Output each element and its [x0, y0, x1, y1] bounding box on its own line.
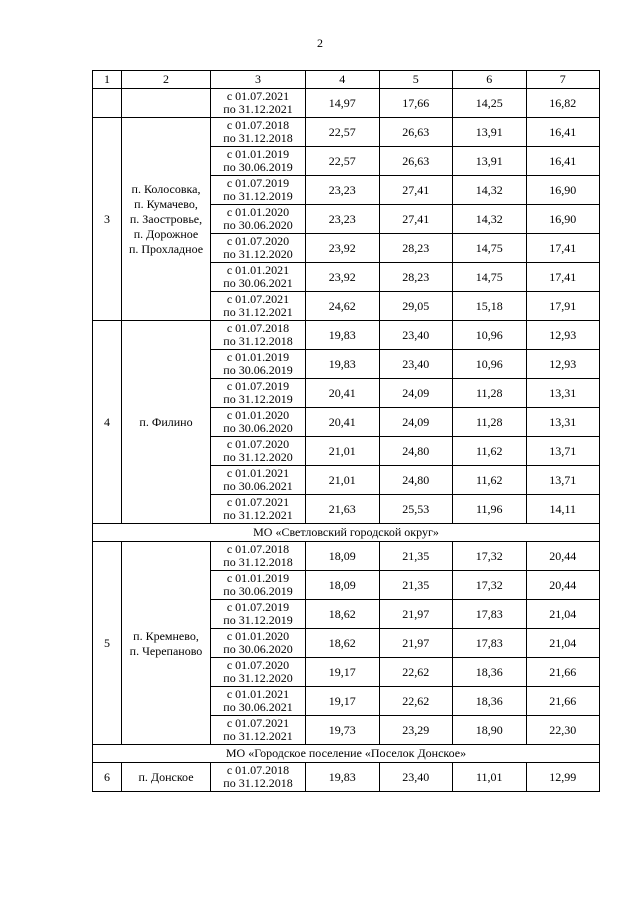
period-end: по 31.12.2020 [223, 450, 293, 464]
value-cell-col-6: 18,36 [453, 687, 527, 716]
row-number-cell: 6 [93, 763, 122, 792]
tariff-table-body [93, 71, 600, 792]
value-cell-col-4: 18,09 [306, 542, 380, 571]
value-cell-col-5: 24,09 [379, 408, 453, 437]
period-start: с 01.07.2018 [226, 542, 290, 556]
period-end: по 31.12.2021 [223, 102, 293, 116]
period-cell [211, 147, 306, 176]
value-cell-col-4: 22,57 [306, 118, 380, 147]
period-cell [211, 350, 306, 379]
period-start: с 01.01.2021 [226, 263, 290, 277]
value-cell-col-4: 14,97 [306, 89, 380, 118]
period-start: с 01.07.2021 [226, 89, 290, 103]
period-start: с 01.07.2018 [226, 321, 290, 335]
value-cell-col-5: 23,29 [379, 716, 453, 745]
value-cell-col-7: 20,44 [526, 542, 600, 571]
period-start: с 01.07.2020 [226, 437, 290, 451]
period-end: по 31.12.2019 [223, 392, 293, 406]
settlement-lines [122, 769, 210, 785]
table-row [93, 763, 600, 792]
value-cell-col-5: 21,97 [379, 629, 453, 658]
period-cell [211, 263, 306, 292]
column-header-1: 1 [93, 71, 122, 89]
settlement-lines [122, 181, 210, 257]
value-cell-col-7: 14,11 [526, 495, 600, 524]
period-end: по 31.12.2018 [223, 555, 293, 569]
value-cell-col-6: 14,32 [453, 205, 527, 234]
value-cell-col-4: 18,09 [306, 571, 380, 600]
period-cell [211, 466, 306, 495]
column-header-7: 7 [526, 71, 600, 89]
value-cell-col-7: 16,90 [526, 205, 600, 234]
value-cell-col-6: 18,90 [453, 716, 527, 745]
value-cell-col-7: 17,41 [526, 263, 600, 292]
period-end: по 31.12.2021 [223, 305, 293, 319]
period-cell [211, 321, 306, 350]
period-end: по 30.06.2021 [223, 276, 293, 290]
column-header-2: 2 [122, 71, 211, 89]
row-number-cell: 5 [93, 542, 122, 745]
period-start: с 01.01.2019 [226, 571, 290, 585]
value-cell-col-5: 24,80 [379, 466, 453, 495]
period-cell [211, 571, 306, 600]
row-number-cell: 4 [93, 321, 122, 524]
period-start: с 01.01.2021 [226, 466, 290, 480]
settlement-cell [122, 89, 211, 118]
period-cell [211, 600, 306, 629]
value-cell-col-5: 27,41 [379, 176, 453, 205]
value-cell-col-4: 19,83 [306, 350, 380, 379]
settlement-name: п. Заостровье, [129, 212, 203, 226]
value-cell-col-4: 19,83 [306, 763, 380, 792]
tariff-table [92, 70, 600, 792]
value-cell-col-5: 21,97 [379, 600, 453, 629]
period-end: по 30.06.2019 [223, 363, 293, 377]
value-cell-col-6: 10,96 [453, 350, 527, 379]
period-end: по 30.06.2019 [223, 160, 293, 174]
table-row [93, 89, 600, 118]
value-cell-col-6: 17,32 [453, 542, 527, 571]
period-start: с 01.07.2019 [226, 176, 290, 190]
section-row [93, 524, 600, 542]
value-cell-col-5: 27,41 [379, 205, 453, 234]
settlement-name: п. Филино [139, 415, 193, 429]
column-header-6: 6 [453, 71, 527, 89]
value-cell-col-4: 24,62 [306, 292, 380, 321]
value-cell-col-7: 16,41 [526, 118, 600, 147]
period-end: по 30.06.2020 [223, 421, 293, 435]
settlement-lines [122, 103, 210, 104]
value-cell-col-6: 13,91 [453, 118, 527, 147]
value-cell-col-5: 23,40 [379, 763, 453, 792]
value-cell-col-5: 24,80 [379, 437, 453, 466]
period-end: по 30.06.2020 [223, 642, 293, 656]
value-cell-col-5: 23,40 [379, 321, 453, 350]
value-cell-col-6: 11,01 [453, 763, 527, 792]
value-cell-col-7: 17,91 [526, 292, 600, 321]
value-cell-col-6: 15,18 [453, 292, 527, 321]
value-cell-col-6: 17,83 [453, 629, 527, 658]
period-cell [211, 292, 306, 321]
value-cell-col-6: 18,36 [453, 658, 527, 687]
settlement-cell [122, 542, 211, 745]
value-cell-col-6: 11,96 [453, 495, 527, 524]
value-cell-col-4: 21,63 [306, 495, 380, 524]
value-cell-col-6: 13,91 [453, 147, 527, 176]
value-cell-col-6: 11,28 [453, 379, 527, 408]
value-cell-col-5: 23,40 [379, 350, 453, 379]
period-end: по 31.12.2020 [223, 247, 293, 261]
value-cell-col-7: 16,82 [526, 89, 600, 118]
section-title: МО «Светловский городской округ» [93, 524, 600, 542]
value-cell-col-6: 14,75 [453, 263, 527, 292]
period-cell [211, 687, 306, 716]
value-cell-col-6: 11,62 [453, 466, 527, 495]
period-cell [211, 118, 306, 147]
period-start: с 01.07.2021 [226, 495, 290, 509]
period-cell [211, 629, 306, 658]
column-header-3: 3 [211, 71, 306, 89]
period-start: с 01.07.2019 [226, 600, 290, 614]
value-cell-col-6: 14,75 [453, 234, 527, 263]
period-start: с 01.01.2020 [226, 629, 290, 643]
value-cell-col-5: 22,62 [379, 658, 453, 687]
value-cell-col-6: 11,28 [453, 408, 527, 437]
value-cell-col-4: 18,62 [306, 600, 380, 629]
value-cell-col-7: 16,90 [526, 176, 600, 205]
table-row [93, 542, 600, 571]
settlement-name: п. Черепаново [129, 643, 203, 658]
value-cell-col-5: 25,53 [379, 495, 453, 524]
value-cell-col-4: 23,23 [306, 176, 380, 205]
period-start: с 01.07.2020 [226, 658, 290, 672]
value-cell-col-7: 16,41 [526, 147, 600, 176]
value-cell-col-6: 10,96 [453, 321, 527, 350]
value-cell-col-4: 19,73 [306, 716, 380, 745]
value-cell-col-4: 20,41 [306, 379, 380, 408]
period-start: с 01.07.2021 [226, 292, 290, 306]
value-cell-col-4: 20,41 [306, 408, 380, 437]
value-cell-col-5: 24,09 [379, 379, 453, 408]
period-end: по 31.12.2018 [223, 131, 293, 145]
period-end: по 31.12.2021 [223, 508, 293, 522]
value-cell-col-6: 14,25 [453, 89, 527, 118]
value-cell-col-5: 21,35 [379, 542, 453, 571]
period-start: с 01.07.2018 [226, 763, 290, 777]
period-start: с 01.01.2020 [226, 408, 290, 422]
value-cell-col-4: 22,57 [306, 147, 380, 176]
period-start: с 01.01.2019 [226, 147, 290, 161]
row-number-cell [93, 89, 122, 118]
value-cell-col-4: 23,23 [306, 205, 380, 234]
table-row [93, 118, 600, 147]
value-cell-col-5: 28,23 [379, 234, 453, 263]
period-end: по 30.06.2020 [223, 218, 293, 232]
column-header-5: 5 [379, 71, 453, 89]
period-start: с 01.01.2019 [226, 350, 290, 364]
row-number-cell: 3 [93, 118, 122, 321]
value-cell-col-5: 26,63 [379, 118, 453, 147]
value-cell-col-7: 21,66 [526, 687, 600, 716]
table-row [93, 321, 600, 350]
value-cell-col-4: 21,01 [306, 437, 380, 466]
value-cell-col-7: 21,66 [526, 658, 600, 687]
settlement-name: п. Прохладное [128, 242, 204, 256]
value-cell-col-6: 14,32 [453, 176, 527, 205]
period-cell [211, 542, 306, 571]
value-cell-col-6: 11,62 [453, 437, 527, 466]
period-cell [211, 379, 306, 408]
period-end: по 30.06.2021 [223, 479, 293, 493]
value-cell-col-7: 21,04 [526, 629, 600, 658]
period-cell [211, 205, 306, 234]
period-start: с 01.07.2019 [226, 379, 290, 393]
value-cell-col-4: 19,17 [306, 658, 380, 687]
value-cell-col-7: 17,41 [526, 234, 600, 263]
settlement-cell [122, 763, 211, 792]
settlement-cell [122, 118, 211, 321]
value-cell-col-5: 28,23 [379, 263, 453, 292]
settlement-name: п. Донское [138, 770, 194, 784]
period-end: по 31.12.2021 [223, 729, 293, 743]
settlement-cell [122, 321, 211, 524]
value-cell-col-5: 21,35 [379, 571, 453, 600]
period-start: с 01.07.2020 [226, 234, 290, 248]
period-end: по 31.12.2018 [223, 776, 293, 790]
period-cell [211, 437, 306, 466]
value-cell-col-5: 17,66 [379, 89, 453, 118]
page-number: 2 [317, 36, 323, 50]
settlement-name: п. Дорожное [133, 227, 199, 241]
value-cell-col-7: 13,31 [526, 379, 600, 408]
value-cell-col-4: 23,92 [306, 234, 380, 263]
settlement-name: п. Кумачево, [134, 197, 198, 211]
value-cell-col-6: 17,83 [453, 600, 527, 629]
value-cell-col-7: 12,99 [526, 763, 600, 792]
value-cell-col-7: 13,71 [526, 466, 600, 495]
settlement-name: п. Колосовка, [131, 182, 201, 196]
section-title: МО «Городское поселение «Поселок Донское» [93, 745, 600, 763]
value-cell-col-7: 13,71 [526, 437, 600, 466]
value-cell-col-7: 21,04 [526, 600, 600, 629]
period-cell [211, 89, 306, 118]
settlement-name: п. Кремнево, [133, 628, 199, 643]
settlement-lines [122, 628, 210, 659]
period-end: по 31.12.2018 [223, 334, 293, 348]
period-end: по 31.12.2019 [223, 189, 293, 203]
period-cell [211, 658, 306, 687]
period-cell [211, 234, 306, 263]
period-cell [211, 763, 306, 792]
period-start: с 01.07.2021 [226, 716, 290, 730]
value-cell-col-7: 13,31 [526, 408, 600, 437]
value-cell-col-5: 26,63 [379, 147, 453, 176]
value-cell-col-4: 23,92 [306, 263, 380, 292]
period-cell [211, 716, 306, 745]
period-end: по 31.12.2019 [223, 613, 293, 627]
period-start: с 01.01.2021 [226, 687, 290, 701]
settlement-lines [122, 414, 210, 430]
value-cell-col-4: 19,83 [306, 321, 380, 350]
period-end: по 30.06.2019 [223, 584, 293, 598]
period-end: по 31.12.2020 [223, 671, 293, 685]
value-cell-col-5: 29,05 [379, 292, 453, 321]
table-header-row [93, 71, 600, 89]
value-cell-col-4: 21,01 [306, 466, 380, 495]
value-cell-col-7: 20,44 [526, 571, 600, 600]
value-cell-col-7: 12,93 [526, 321, 600, 350]
section-row [93, 745, 600, 763]
period-cell [211, 176, 306, 205]
value-cell-col-5: 22,62 [379, 687, 453, 716]
period-end: по 30.06.2021 [223, 700, 293, 714]
value-cell-col-7: 22,30 [526, 716, 600, 745]
value-cell-col-6: 17,32 [453, 571, 527, 600]
value-cell-col-4: 18,62 [306, 629, 380, 658]
period-start: с 01.01.2020 [226, 205, 290, 219]
value-cell-col-4: 19,17 [306, 687, 380, 716]
period-cell [211, 408, 306, 437]
value-cell-col-7: 12,93 [526, 350, 600, 379]
column-header-4: 4 [306, 71, 380, 89]
period-cell [211, 495, 306, 524]
period-start: с 01.07.2018 [226, 118, 290, 132]
